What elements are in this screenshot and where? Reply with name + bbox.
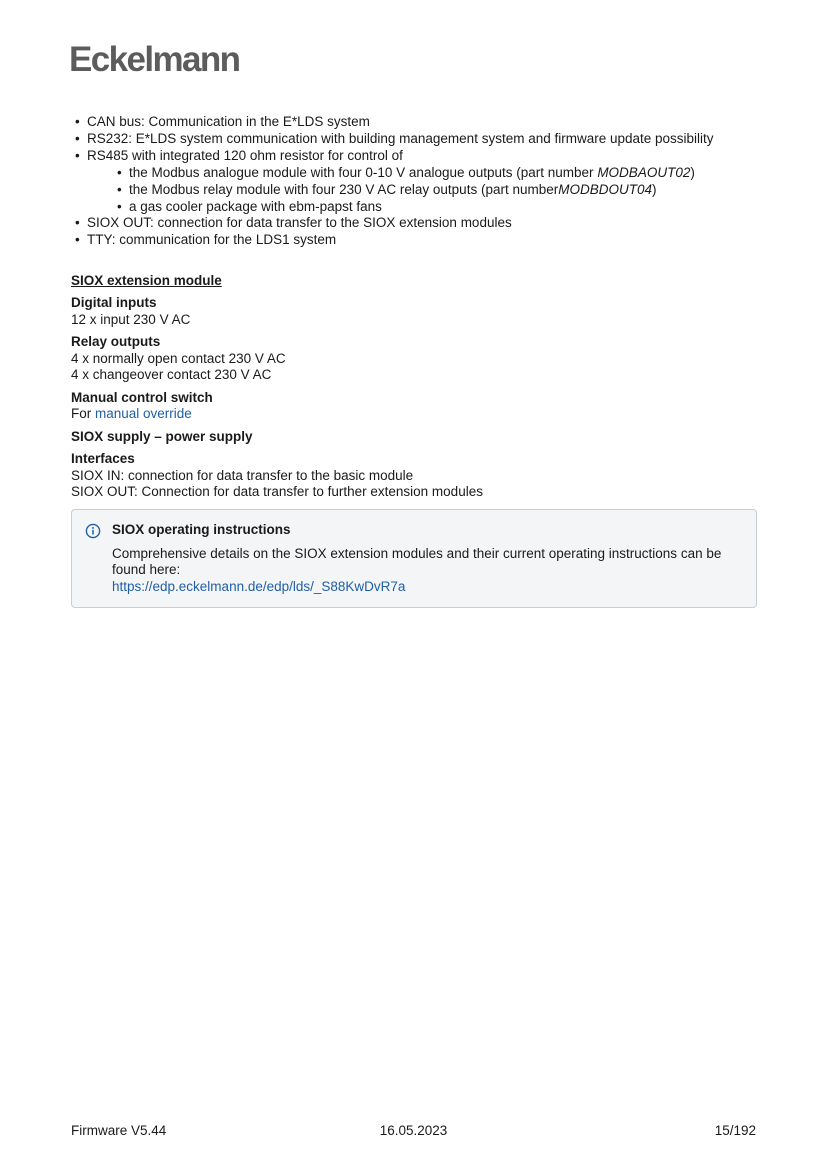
analogue-text: the Modbus analogue module with four 0-10 V analogue outputs (part number	[129, 164, 598, 180]
interfaces-line: SIOX IN: connection for data transfer to the basic module	[71, 467, 414, 483]
note-text: Comprehensive details on the SIOX extension modules and their current operating instructions can be found here:	[112, 545, 722, 578]
rs485-sublist	[113, 165, 761, 216]
sublist-item-relay	[113, 182, 761, 199]
list-item-siox-out: • SIOX OUT: connection for data transfer to the SIOX extension modules	[71, 215, 761, 232]
list-item-rs485	[71, 148, 761, 216]
page-content	[71, 114, 761, 608]
digital-inputs-line: 12 x input 230 V AC	[71, 311, 191, 327]
siox-instructions-link[interactable]: https://edp.eckelmann.de/edp/lds/_S88KwDvR7a	[112, 578, 406, 594]
note-title: SIOX operating instructions	[112, 521, 291, 537]
relay-outputs-line: 4 x changeover contact 230 V AC	[71, 367, 272, 383]
part-number-analogue: MODBAOUT02	[597, 164, 691, 180]
section-title-siox: SIOX extension module	[71, 273, 222, 289]
part-number-relay: MODBDOUT04	[558, 181, 652, 197]
manual-switch-heading: Manual control switch	[71, 389, 213, 405]
footer-firmware: Firmware V5.44	[71, 1123, 167, 1138]
eckelmann-logo: Eckelmann	[69, 40, 240, 79]
info-note	[71, 509, 757, 609]
relay-text: the Modbus relay module with four 230 V AC relay outputs (part number	[129, 181, 559, 197]
list-item-rs232: • RS232: E*LDS system communication with building management system and firmware update possibility	[71, 131, 761, 148]
manual-switch-prefix: For	[71, 406, 96, 422]
digital-inputs-block	[71, 295, 761, 328]
supply-heading: SIOX supply – power supply	[71, 428, 253, 444]
supply-block	[71, 429, 761, 446]
interfaces-list	[71, 114, 761, 249]
relay-outputs-line: 4 x normally open contact 230 V AC	[71, 350, 286, 366]
relay-close: )	[652, 181, 657, 197]
info-icon	[85, 523, 101, 539]
relay-outputs-block	[71, 334, 761, 384]
list-item-tty: • TTY: communication for the LDS1 system	[71, 232, 761, 249]
manual-override-link[interactable]: manual override	[95, 406, 192, 422]
manual-switch-block	[71, 390, 761, 423]
relay-outputs-heading: Relay outputs	[71, 334, 161, 350]
footer-date: 16.05.2023	[379, 1123, 448, 1138]
note-body	[112, 546, 740, 596]
analogue-close: )	[690, 164, 695, 180]
sublist-item-gas-cooler: • a gas cooler package with ebm-papst fans	[113, 199, 761, 216]
rs485-label: RS485 with integrated 120 ohm resistor for control of	[87, 147, 403, 163]
digital-inputs-heading: Digital inputs	[71, 295, 157, 311]
list-item-can: • CAN bus: Communication in the E*LDS system	[71, 114, 761, 131]
sublist-item-analogue	[113, 165, 761, 182]
interfaces-line: SIOX OUT: Connection for data transfer to further extension modules	[71, 484, 483, 500]
interfaces-block	[71, 451, 761, 501]
footer-page-number: 15/192	[714, 1123, 756, 1138]
interfaces-heading: Interfaces	[71, 451, 135, 467]
manual-switch-line	[71, 406, 761, 423]
